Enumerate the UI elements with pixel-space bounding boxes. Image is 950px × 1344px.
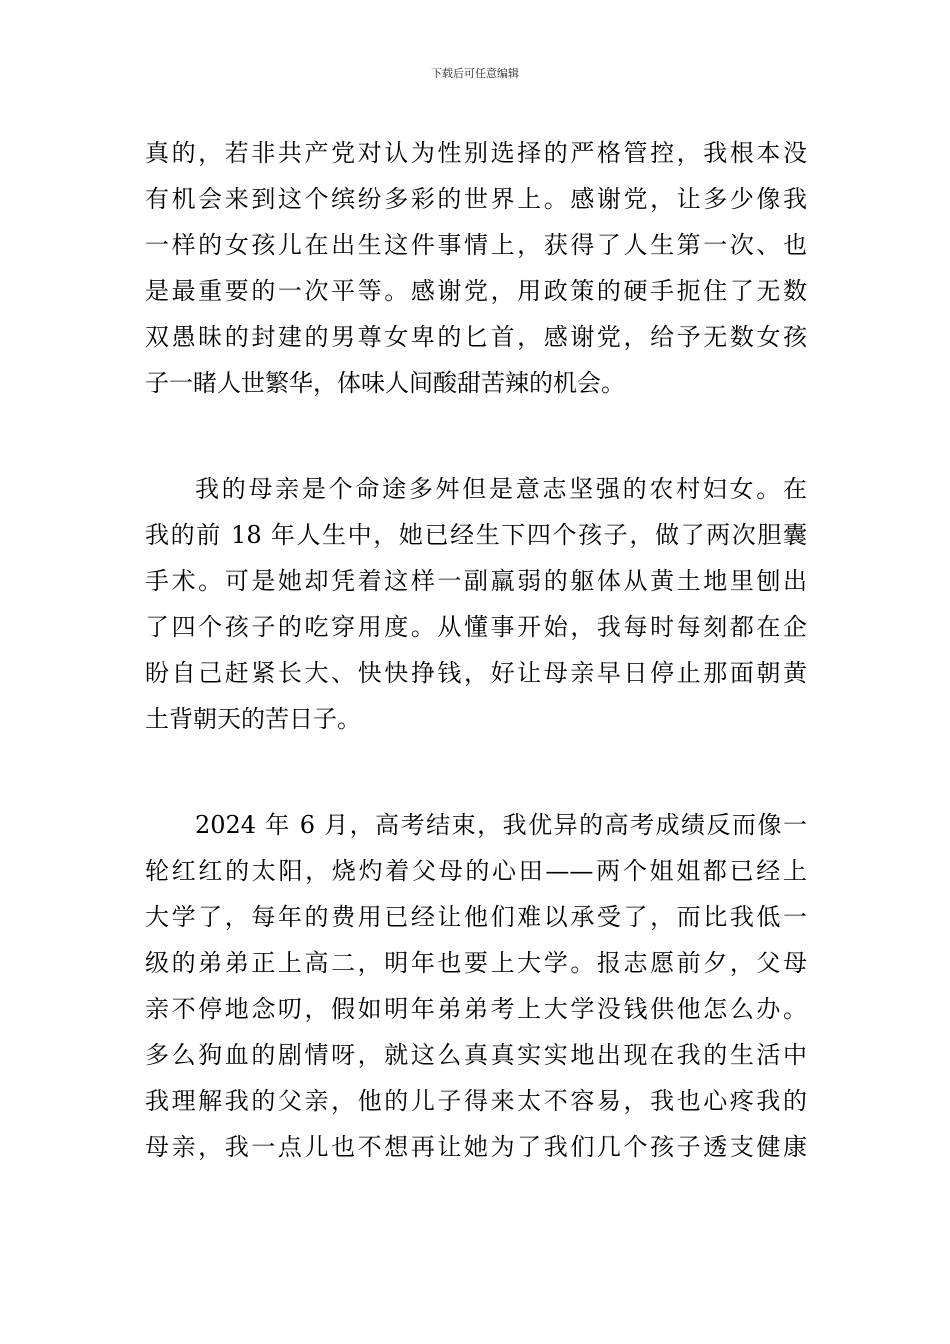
page-header: 下载后可任意编辑 [431,67,519,80]
text-line: 了四个孩子的吃穿用度。从懂事开始，我每时每刻都在企 [145,613,807,641]
text-line: 我的母亲是个命途多舛但是意志坚强的农村妇女。在 [195,475,807,503]
text-line: 多么狗血的剧情呀，就这么真真实实地出现在我的生活中 [145,1041,807,1069]
text-line: 是最重要的一次平等。感谢党，用政策的硬手扼住了无数 [145,277,807,305]
paragraph-1 [145,130,807,406]
paragraph-gap [145,742,807,802]
paragraph-2 [145,466,807,742]
text-line: 子一睹人世繁华，体味人间酸甜苦辣的机会。 [145,369,625,397]
document-body [145,130,807,1170]
text-line: 盼自己赶紧长大、快快挣钱，好让母亲早日停止那面朝黄 [145,659,807,687]
text-line: 有机会来到这个缤纷多彩的世界上。感谢党，让多少像我 [145,185,807,213]
text-line: 我理解我的父亲，他的儿子得来太不容易，我也心疼我的 [145,1087,807,1115]
text-line: 一样的女孩儿在出生这件事情上，获得了人生第一次、也 [145,231,807,259]
text-line: 轮红红的太阳，烧灼着父母的心田——两个姐姐都已经上 [145,857,807,885]
text-line: 双愚昧的封建的男尊女卑的匕首，感谢党，给予无数女孩 [145,323,807,351]
text-line: 真的，若非共产党对认为性别选择的严格管控，我根本没 [145,139,807,167]
paragraph-gap [145,406,807,466]
paragraph-3 [145,802,807,1170]
text-line: 2024 年 6 月，高考结束，我优异的高考成绩反而像一 [195,811,807,839]
text-line: 亲不停地念叨，假如明年弟弟考上大学没钱供他怎么办。 [145,995,807,1023]
text-line: 我的前 18 年人生中，她已经生下四个孩子，做了两次胆囊 [145,521,807,549]
text-line: 手术。可是她却凭着这样一副羸弱的躯体从黄土地里刨出 [145,567,807,595]
text-line: 母亲，我一点儿也不想再让她为了我们几个孩子透支健康 [145,1133,807,1161]
text-line: 土背朝天的苦日子。 [145,705,361,733]
text-line: 大学了，每年的费用已经让他们难以承受了，而比我低一 [145,903,807,931]
text-line: 级的弟弟正上高二，明年也要上大学。报志愿前夕，父母 [145,949,807,977]
